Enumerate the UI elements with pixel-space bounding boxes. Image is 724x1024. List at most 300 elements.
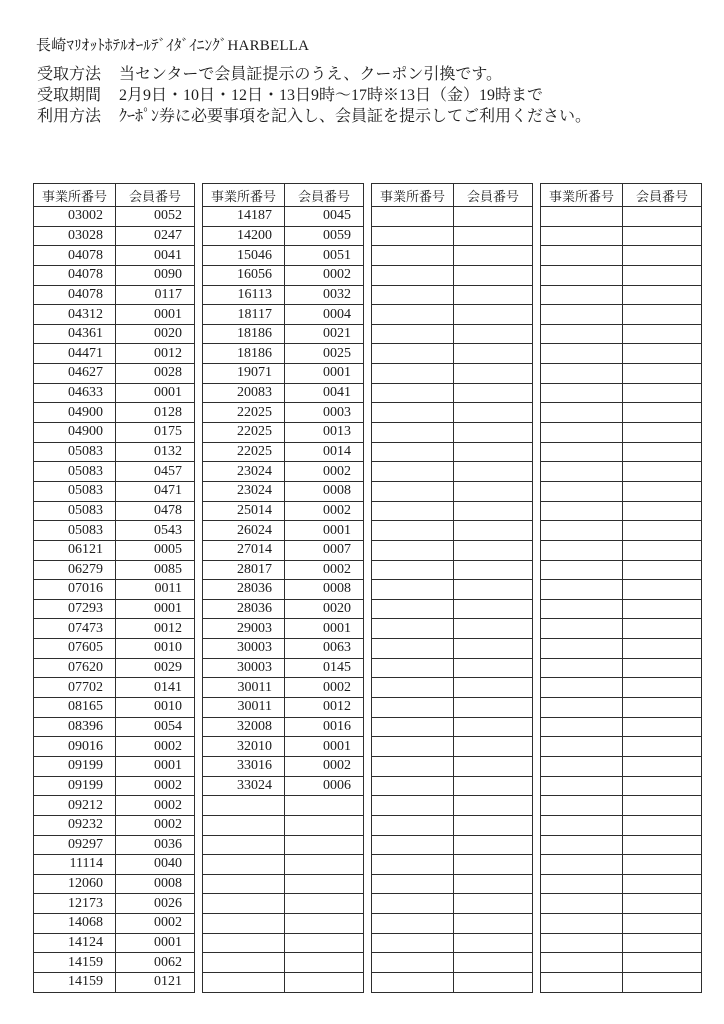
member-number-cell: [454, 462, 533, 482]
member-number-cell: [454, 344, 533, 364]
table-row: [34, 776, 195, 796]
table-row: [203, 698, 364, 718]
office-number-cell: 22025: [203, 442, 285, 462]
table-row: [34, 914, 195, 934]
member-number-cell: [623, 698, 702, 718]
member-number-cell: [623, 462, 702, 482]
member-number-cell: [623, 678, 702, 698]
table-row: [203, 619, 364, 639]
table-row: [541, 933, 702, 953]
table-row: [541, 894, 702, 914]
office-number-cell: 07293: [34, 599, 116, 619]
office-number-cell: 16056: [203, 265, 285, 285]
office-number-cell: [372, 599, 454, 619]
table-row: [372, 658, 533, 678]
table-row: [372, 933, 533, 953]
member-number-cell: [623, 207, 702, 227]
member-number-cell: [285, 835, 364, 855]
member-number-cell: [285, 815, 364, 835]
member-number-cell: [454, 914, 533, 934]
table-row: [34, 972, 195, 992]
member-number-cell: 0001: [116, 305, 195, 325]
member-number-cell: [454, 423, 533, 443]
table-row: [203, 423, 364, 443]
office-number-cell: 07620: [34, 658, 116, 678]
table-row: [203, 501, 364, 521]
table-row: [372, 442, 533, 462]
office-number-cell: 11114: [34, 855, 116, 875]
office-number-cell: [372, 265, 454, 285]
office-number-cell: [541, 756, 623, 776]
office-number-cell: 23024: [203, 481, 285, 501]
table-row: [34, 265, 195, 285]
office-number-cell: [203, 855, 285, 875]
office-number-header: 事業所番号: [34, 184, 116, 207]
member-number-cell: [623, 737, 702, 757]
table-row: [203, 442, 364, 462]
member-number-header: 会員番号: [454, 184, 533, 207]
table-header-row: [203, 184, 364, 207]
table-row: [203, 462, 364, 482]
member-number-cell: [623, 914, 702, 934]
table-row: [541, 776, 702, 796]
member-number-cell: [454, 246, 533, 266]
table-row: [34, 246, 195, 266]
table-row: [372, 285, 533, 305]
member-number-cell: [454, 207, 533, 227]
office-number-cell: 30011: [203, 698, 285, 718]
member-number-cell: [454, 521, 533, 541]
office-number-cell: 18186: [203, 324, 285, 344]
member-number-cell: [454, 403, 533, 423]
office-number-cell: [372, 423, 454, 443]
table-row: [203, 953, 364, 973]
table-row: [34, 639, 195, 659]
office-number-cell: 28036: [203, 599, 285, 619]
office-number-cell: 07016: [34, 580, 116, 600]
info-label: 利用方法: [37, 108, 102, 125]
member-number-cell: [623, 501, 702, 521]
office-number-cell: 33016: [203, 756, 285, 776]
member-number-cell: 0002: [285, 462, 364, 482]
member-number-cell: 0008: [285, 481, 364, 501]
table-row: [541, 246, 702, 266]
member-number-cell: 0032: [285, 285, 364, 305]
office-number-cell: [372, 481, 454, 501]
member-number-cell: [454, 894, 533, 914]
member-number-cell: 0001: [285, 619, 364, 639]
table-row: [372, 226, 533, 246]
member-number-cell: 0041: [116, 246, 195, 266]
table-row: [541, 560, 702, 580]
office-number-cell: [372, 383, 454, 403]
member-number-cell: 0010: [116, 639, 195, 659]
table-row: [372, 737, 533, 757]
table-row: [34, 953, 195, 973]
member-number-cell: 0090: [116, 265, 195, 285]
member-number-cell: 0029: [116, 658, 195, 678]
office-number-cell: [541, 717, 623, 737]
table-row: [203, 521, 364, 541]
member-number-cell: [285, 894, 364, 914]
office-number-cell: [541, 207, 623, 227]
table-row: [372, 540, 533, 560]
office-number-cell: [372, 403, 454, 423]
table-row: [541, 619, 702, 639]
office-number-cell: [372, 285, 454, 305]
table-row: [372, 560, 533, 580]
member-number-cell: [454, 580, 533, 600]
table-row: [372, 207, 533, 227]
office-number-cell: [372, 521, 454, 541]
table-row: [372, 364, 533, 384]
office-number-cell: [541, 658, 623, 678]
table-row: [203, 639, 364, 659]
member-number-cell: 0141: [116, 678, 195, 698]
member-number-cell: 0020: [285, 599, 364, 619]
office-number-cell: [372, 540, 454, 560]
member-number-cell: [454, 383, 533, 403]
table-row: [203, 678, 364, 698]
office-number-cell: 04078: [34, 265, 116, 285]
member-number-cell: [623, 855, 702, 875]
member-number-cell: [454, 285, 533, 305]
table-row: [203, 580, 364, 600]
table-row: [372, 796, 533, 816]
table-row: [34, 815, 195, 835]
office-number-cell: 20083: [203, 383, 285, 403]
member-number-cell: [623, 619, 702, 639]
table-row: [203, 207, 364, 227]
table-row: [203, 481, 364, 501]
table-row: [203, 540, 364, 560]
office-number-cell: [541, 423, 623, 443]
table-row: [541, 442, 702, 462]
page-title: 長崎ﾏﾘｵｯﾄﾎﾃﾙｵｰﾙﾃﾞｲﾀﾞｲﾆﾝｸﾞHARBELLA: [36, 38, 310, 54]
table-row: [203, 324, 364, 344]
office-number-cell: 09232: [34, 815, 116, 835]
office-number-cell: [541, 364, 623, 384]
office-number-cell: [372, 756, 454, 776]
office-number-cell: [541, 776, 623, 796]
member-number-header: 会員番号: [116, 184, 195, 207]
table-row: [372, 403, 533, 423]
table-row: [541, 737, 702, 757]
table-row: [372, 953, 533, 973]
member-number-cell: 0117: [116, 285, 195, 305]
office-number-cell: [541, 403, 623, 423]
member-number-cell: 0175: [116, 423, 195, 443]
table-row: [541, 226, 702, 246]
table-row: [541, 914, 702, 934]
member-number-cell: 0001: [116, 599, 195, 619]
table-row: [34, 226, 195, 246]
table-row: [34, 619, 195, 639]
office-number-cell: [372, 717, 454, 737]
office-number-cell: [372, 698, 454, 718]
office-number-cell: [541, 953, 623, 973]
table-row: [372, 265, 533, 285]
table-row: [34, 207, 195, 227]
member-number-cell: 0041: [285, 383, 364, 403]
member-number-cell: [623, 972, 702, 992]
office-number-cell: 30003: [203, 639, 285, 659]
table-row: [203, 265, 364, 285]
member-number-cell: 0247: [116, 226, 195, 246]
info-text: ｸｰﾎﾟﾝ券に必要事項を記入し、会員証を提示してご利用ください。: [119, 108, 592, 125]
office-number-cell: [372, 442, 454, 462]
member-number-cell: 0012: [116, 344, 195, 364]
member-number-cell: [623, 481, 702, 501]
table-row: [203, 658, 364, 678]
table-row: [541, 835, 702, 855]
office-number-cell: 09212: [34, 796, 116, 816]
member-number-cell: [454, 481, 533, 501]
member-number-cell: [454, 639, 533, 659]
table-row: [34, 874, 195, 894]
member-number-cell: 0001: [116, 756, 195, 776]
table-row: [34, 658, 195, 678]
office-number-cell: [372, 560, 454, 580]
office-number-cell: [541, 855, 623, 875]
office-number-cell: 18117: [203, 305, 285, 325]
table-row: [541, 501, 702, 521]
member-number-cell: [623, 717, 702, 737]
table-row: [372, 423, 533, 443]
office-number-cell: 04078: [34, 246, 116, 266]
table-row: [203, 855, 364, 875]
office-number-cell: 09199: [34, 756, 116, 776]
table-row: [372, 717, 533, 737]
table-header-row: [541, 184, 702, 207]
office-number-cell: 03028: [34, 226, 116, 246]
table-row: [34, 855, 195, 875]
table-row: [203, 835, 364, 855]
office-number-cell: 30011: [203, 678, 285, 698]
member-number-cell: 0006: [285, 776, 364, 796]
office-number-cell: 05083: [34, 442, 116, 462]
office-number-cell: [541, 599, 623, 619]
table-row: [541, 324, 702, 344]
office-number-cell: [372, 933, 454, 953]
member-number-cell: 0045: [285, 207, 364, 227]
member-number-header: 会員番号: [285, 184, 364, 207]
office-number-cell: [203, 933, 285, 953]
coupon-table-3: [371, 183, 533, 993]
office-number-cell: 22025: [203, 403, 285, 423]
table-row: [203, 776, 364, 796]
office-number-cell: [541, 265, 623, 285]
member-number-cell: 0121: [116, 972, 195, 992]
office-number-cell: [541, 796, 623, 816]
member-number-cell: [454, 815, 533, 835]
office-number-cell: 14068: [34, 914, 116, 934]
table-row: [372, 619, 533, 639]
office-number-cell: [203, 953, 285, 973]
office-number-cell: 16113: [203, 285, 285, 305]
office-number-cell: [541, 560, 623, 580]
office-number-cell: 32010: [203, 737, 285, 757]
member-number-header: 会員番号: [623, 184, 702, 207]
table-row: [541, 364, 702, 384]
table-row: [203, 285, 364, 305]
table-row: [541, 599, 702, 619]
member-number-cell: 0128: [116, 403, 195, 423]
table-row: [541, 481, 702, 501]
office-number-cell: 14159: [34, 953, 116, 973]
office-number-cell: 07605: [34, 639, 116, 659]
table-row: [34, 383, 195, 403]
office-number-cell: [372, 678, 454, 698]
coupon-table-4: [540, 183, 702, 993]
table-row: [34, 403, 195, 423]
member-number-cell: [623, 953, 702, 973]
table-row: [541, 580, 702, 600]
office-number-cell: [541, 344, 623, 364]
member-number-cell: [454, 796, 533, 816]
table-header-row: [34, 184, 195, 207]
table-row: [203, 756, 364, 776]
table-row: [34, 442, 195, 462]
office-number-cell: [541, 442, 623, 462]
office-number-cell: 12060: [34, 874, 116, 894]
table-row: [203, 364, 364, 384]
table-row: [541, 639, 702, 659]
member-number-cell: 0478: [116, 501, 195, 521]
office-number-cell: 04312: [34, 305, 116, 325]
office-number-cell: [541, 246, 623, 266]
office-number-cell: [372, 737, 454, 757]
office-number-cell: 05083: [34, 521, 116, 541]
table-row: [203, 914, 364, 934]
table-row: [203, 933, 364, 953]
office-number-cell: [541, 324, 623, 344]
office-number-cell: [372, 501, 454, 521]
office-number-cell: [372, 953, 454, 973]
member-number-cell: 0051: [285, 246, 364, 266]
office-number-cell: 23024: [203, 462, 285, 482]
member-number-cell: [623, 364, 702, 384]
member-number-cell: 0008: [116, 874, 195, 894]
member-number-cell: [623, 265, 702, 285]
member-number-cell: [454, 972, 533, 992]
table-row: [372, 698, 533, 718]
info-block: [37, 64, 591, 127]
office-number-cell: [541, 835, 623, 855]
member-number-cell: [623, 580, 702, 600]
office-number-cell: 14124: [34, 933, 116, 953]
table-row: [372, 855, 533, 875]
member-number-cell: 0002: [116, 815, 195, 835]
table-row: [541, 305, 702, 325]
table-row: [203, 796, 364, 816]
member-number-cell: 0001: [285, 364, 364, 384]
table-row: [34, 364, 195, 384]
member-number-cell: [454, 737, 533, 757]
member-number-cell: 0062: [116, 953, 195, 973]
office-number-cell: [372, 914, 454, 934]
member-number-cell: [454, 658, 533, 678]
office-number-cell: [541, 894, 623, 914]
office-number-cell: 25014: [203, 501, 285, 521]
table-row: [34, 933, 195, 953]
office-number-cell: 03002: [34, 207, 116, 227]
office-number-cell: [541, 501, 623, 521]
member-number-cell: [454, 619, 533, 639]
table-row: [372, 914, 533, 934]
table-row: [34, 835, 195, 855]
office-number-cell: [541, 540, 623, 560]
office-number-cell: [541, 874, 623, 894]
office-number-cell: [372, 639, 454, 659]
table-row: [203, 599, 364, 619]
member-number-cell: 0471: [116, 481, 195, 501]
office-number-cell: 08165: [34, 698, 116, 718]
member-number-cell: 0132: [116, 442, 195, 462]
table-row: [541, 972, 702, 992]
member-number-cell: [623, 324, 702, 344]
table-row: [372, 815, 533, 835]
member-number-cell: [454, 874, 533, 894]
table-row: [372, 462, 533, 482]
table-row: [34, 560, 195, 580]
table-row: [541, 698, 702, 718]
office-number-cell: [372, 324, 454, 344]
office-number-cell: 05083: [34, 462, 116, 482]
table-row: [34, 540, 195, 560]
table-row: [34, 305, 195, 325]
member-number-cell: 0020: [116, 324, 195, 344]
member-number-cell: 0010: [116, 698, 195, 718]
member-number-cell: 0001: [116, 933, 195, 953]
table-row: [372, 324, 533, 344]
table-row: [203, 815, 364, 835]
table-row: [34, 737, 195, 757]
table-row: [372, 599, 533, 619]
office-number-cell: 09199: [34, 776, 116, 796]
table-row: [34, 698, 195, 718]
office-number-cell: 12173: [34, 894, 116, 914]
office-number-cell: [541, 815, 623, 835]
member-number-cell: 0011: [116, 580, 195, 600]
member-number-cell: 0002: [116, 737, 195, 757]
member-number-cell: [623, 540, 702, 560]
table-row: [34, 462, 195, 482]
office-number-cell: 04900: [34, 403, 116, 423]
office-number-cell: 09297: [34, 835, 116, 855]
office-number-cell: 14200: [203, 226, 285, 246]
office-number-cell: [541, 737, 623, 757]
office-number-cell: [372, 855, 454, 875]
office-number-cell: [372, 344, 454, 364]
table-row: [541, 462, 702, 482]
member-number-cell: [623, 285, 702, 305]
member-number-cell: 0026: [116, 894, 195, 914]
table-row: [372, 246, 533, 266]
office-number-cell: 33024: [203, 776, 285, 796]
member-number-cell: [623, 560, 702, 580]
info-label: 受取期間: [37, 87, 102, 104]
office-number-cell: 28036: [203, 580, 285, 600]
table-row: [203, 226, 364, 246]
office-number-cell: [203, 894, 285, 914]
office-number-cell: 08396: [34, 717, 116, 737]
info-line-receive-method: [37, 64, 591, 85]
member-number-cell: [623, 403, 702, 423]
office-number-cell: [372, 776, 454, 796]
table-row: [203, 383, 364, 403]
member-number-cell: 0040: [116, 855, 195, 875]
